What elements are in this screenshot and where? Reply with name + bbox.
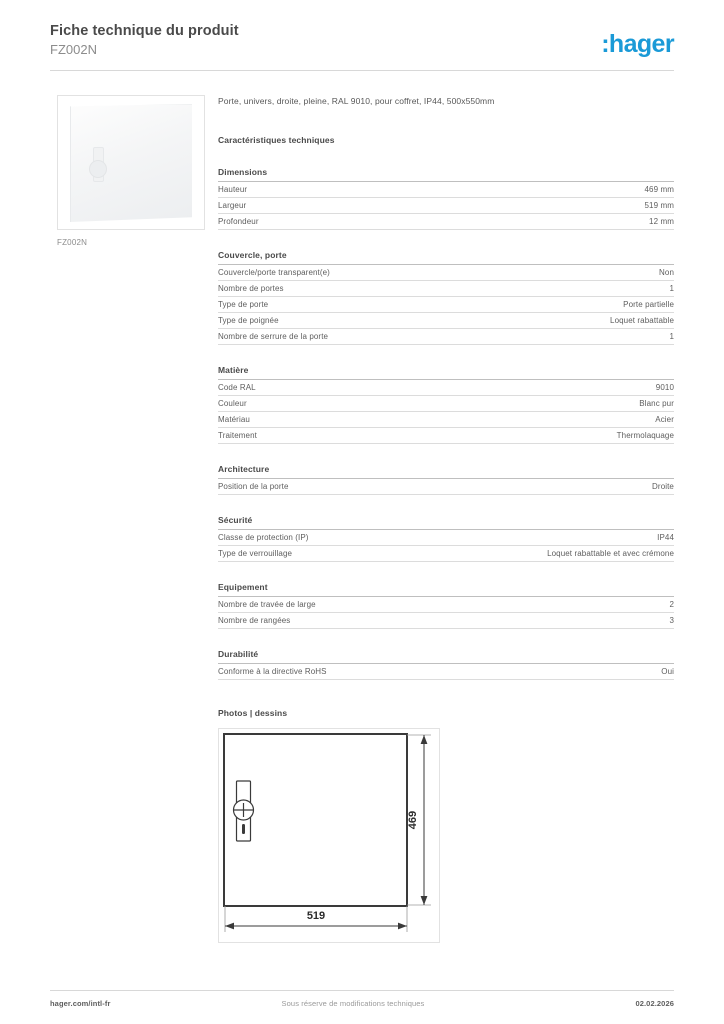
page-title: Fiche technique du produit	[50, 23, 239, 39]
footer-disclaimer: Sous réserve de modifications techniques	[281, 999, 425, 1008]
height-arrow-bottom	[421, 896, 428, 905]
footer-website[interactable]: hager.com/intl-fr	[50, 999, 111, 1008]
title-block	[50, 22, 239, 58]
technical-drawing-frame	[218, 728, 440, 943]
spec-label: Nombre de travée de large	[218, 600, 316, 609]
spec-group-heading: Couvercle, porte	[218, 250, 674, 265]
spec-value: Oui	[661, 667, 674, 676]
header-divider	[50, 70, 674, 71]
spec-row	[218, 546, 674, 562]
spec-groups	[218, 167, 674, 680]
spec-row	[218, 329, 674, 345]
product-image-caption: FZ002N	[57, 238, 88, 247]
door-knob-icon	[89, 160, 107, 178]
spec-value: 3	[669, 616, 674, 625]
spec-label: Couvercle/porte transparent(e)	[218, 268, 330, 277]
main-content	[218, 95, 674, 943]
spec-group-heading: Equipement	[218, 582, 674, 597]
spec-label: Traitement	[218, 431, 257, 440]
spec-value: Porte partielle	[623, 300, 674, 309]
page-header	[50, 22, 674, 70]
width-arrow-right	[398, 923, 407, 930]
spec-label: Conforme à la directive RoHS	[218, 667, 327, 676]
spec-label: Type de verrouillage	[218, 549, 293, 558]
spec-label: Hauteur	[218, 185, 248, 194]
spec-label: Position de la porte	[218, 482, 289, 491]
spec-label: Matériau	[218, 415, 250, 424]
spec-group-heading: Architecture	[218, 464, 674, 479]
product-photo-door	[70, 104, 192, 222]
spec-label: Type de poignée	[218, 316, 279, 325]
spec-row	[218, 396, 674, 412]
spec-label: Type de porte	[218, 300, 269, 309]
spec-row	[218, 664, 674, 680]
spec-label: Profondeur	[218, 217, 259, 226]
spec-row	[218, 281, 674, 297]
spec-group	[218, 464, 674, 495]
spec-value: Blanc pur	[639, 399, 674, 408]
spec-value: 519 mm	[644, 201, 674, 210]
spec-group	[218, 250, 674, 345]
spec-row	[218, 265, 674, 281]
spec-label: Couleur	[218, 399, 247, 408]
spec-row	[218, 479, 674, 495]
product-reference: FZ002N	[50, 42, 97, 57]
spec-value: Droite	[652, 482, 674, 491]
spec-group	[218, 515, 674, 562]
page-footer	[50, 999, 674, 1008]
spec-group-heading: Durabilité	[218, 649, 674, 664]
spec-label: Nombre de portes	[218, 284, 284, 293]
spec-row	[218, 530, 674, 546]
spec-label: Nombre de rangées	[218, 616, 291, 625]
spec-row	[218, 182, 674, 198]
spec-value: Loquet rabattable	[610, 316, 674, 325]
spec-value: Thermolaquage	[616, 431, 674, 440]
spec-value: 2	[669, 600, 674, 609]
spec-row	[218, 297, 674, 313]
spec-value: 12 mm	[649, 217, 674, 226]
spec-row	[218, 214, 674, 230]
door-outline	[224, 734, 407, 906]
spec-value: Non	[659, 268, 674, 277]
product-figure	[57, 95, 205, 247]
spec-value: Loquet rabattable et avec crémone	[547, 549, 674, 558]
spec-label: Classe de protection (IP)	[218, 533, 309, 542]
width-dimension-label: 519	[306, 910, 326, 922]
spec-value: IP44	[657, 533, 674, 542]
product-description: Porte, univers, droite, pleine, RAL 9010, pour coffret, IP44, 500x550mm	[218, 96, 495, 106]
spec-value: 9010	[655, 383, 674, 392]
spec-group-heading: Sécurité	[218, 515, 674, 530]
drawing-title: Photos | dessins	[218, 708, 288, 718]
product-image-frame	[57, 95, 205, 230]
spec-value: 469 mm	[644, 185, 674, 194]
spec-group-heading: Dimensions	[218, 167, 674, 182]
hager-logo: :hager	[601, 30, 674, 58]
spec-label: Largeur	[218, 201, 247, 210]
specs-title: Caractéristiques techniques	[218, 135, 335, 145]
technical-drawing-svg	[219, 729, 439, 942]
spec-row	[218, 597, 674, 613]
spec-value: Acier	[655, 415, 674, 424]
spec-group	[218, 582, 674, 629]
spec-row	[218, 380, 674, 396]
keyhole-slot	[242, 824, 245, 834]
spec-group	[218, 649, 674, 680]
spec-value: 1	[669, 284, 674, 293]
spec-row	[218, 313, 674, 329]
spec-value: 1	[669, 332, 674, 341]
footer-divider	[50, 990, 674, 991]
spec-label: Code RAL	[218, 383, 256, 392]
height-arrow-top	[421, 735, 428, 744]
footer-date: 02.02.2026	[635, 999, 674, 1008]
width-arrow-left	[225, 923, 234, 930]
spec-group	[218, 167, 674, 230]
spec-row	[218, 428, 674, 444]
spec-row	[218, 613, 674, 629]
height-dimension-label: 469	[407, 810, 419, 830]
spec-row	[218, 412, 674, 428]
spec-group	[218, 365, 674, 444]
spec-group-heading: Matière	[218, 365, 674, 380]
spec-row	[218, 198, 674, 214]
spec-label: Nombre de serrure de la porte	[218, 332, 329, 341]
